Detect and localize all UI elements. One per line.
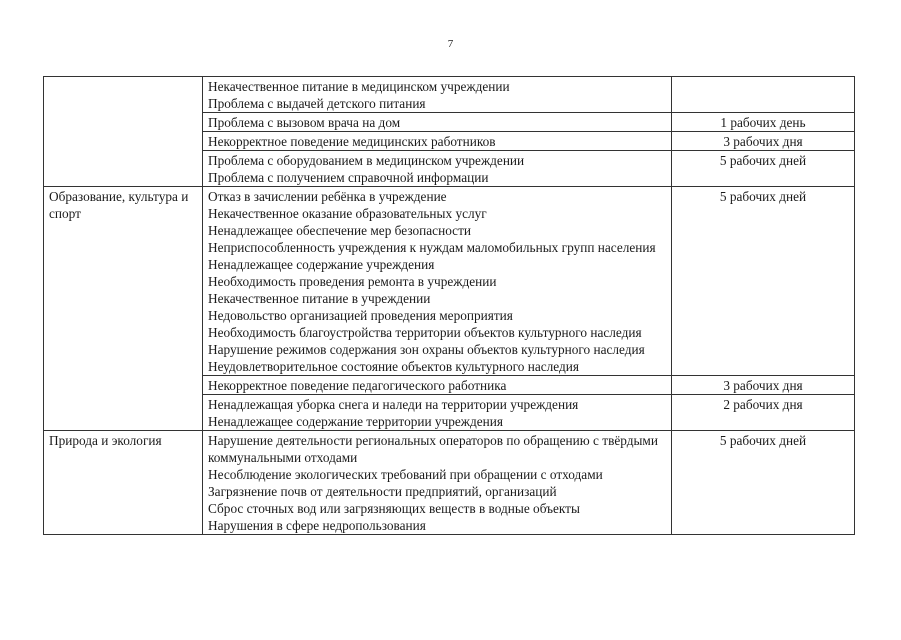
term-cell: 5 рабочих дней <box>672 187 855 376</box>
term-cell: 5 рабочих дней <box>672 151 855 187</box>
issue-item: Необходимость благоустройства территории объектов культурного наследия <box>208 325 642 340</box>
issue-item: Некорректное поведение медицинских работников <box>208 134 496 149</box>
term-cell: 1 рабочих день <box>672 113 855 132</box>
issues-cell <box>203 376 672 395</box>
issue-item: Ненадлежащая уборка снега и наледи на территории учреждения <box>208 397 579 412</box>
issue-item: Проблема с вызовом врача на дом <box>208 115 401 130</box>
issues-cell <box>203 151 672 187</box>
issue-item: Нарушение режимов содержания зон охраны объектов культурного наследия <box>208 342 645 357</box>
issues-cell <box>203 77 672 113</box>
issue-item: Некачественное оказание образовательных услуг <box>208 206 487 221</box>
issue-item: Ненадлежащее содержание территории учреждения <box>208 414 504 429</box>
page-number: 7 <box>447 38 454 50</box>
term-cell: 5 рабочих дней <box>672 431 855 535</box>
issue-item: Проблема с выдачей детского питания <box>208 96 426 111</box>
issues-cell <box>203 395 672 431</box>
issue-item: Проблема с получением справочной информации <box>208 170 489 185</box>
table-row <box>44 187 855 376</box>
issue-item: Ненадлежащее содержание учреждения <box>208 257 435 272</box>
issue-item: Неудовлетворительное состояние объектов культурного наследия <box>208 359 580 374</box>
issue-item: Некорректное поведение педагогического работника <box>208 378 507 393</box>
issue-item: Несоблюдение экологических требований при обращении с отходами <box>208 467 603 482</box>
issue-item: Загрязнение почв от деятельности предприятий, организаций <box>208 484 557 499</box>
category-cell: Образование, культура и спорт <box>44 187 203 431</box>
category-cell: Природа и экология <box>44 431 203 535</box>
term-cell: 3 рабочих дня <box>672 376 855 395</box>
issue-item: Нарушение деятельности региональных операторов по обращению с твёрдыми коммунальными отходами <box>208 433 658 465</box>
table-row <box>44 77 855 113</box>
term-cell: 3 рабочих дня <box>672 132 855 151</box>
issue-item: Ненадлежащее обеспечение мер безопасности <box>208 223 471 238</box>
issues-cell <box>203 113 672 132</box>
issue-item: Отказ в зачислении ребёнка в учреждение <box>208 189 447 204</box>
issue-item: Некачественное питание в учреждении <box>208 291 431 306</box>
table-row <box>44 431 855 535</box>
issue-item: Проблема с оборудованием в медицинском учреждении <box>208 153 525 168</box>
issue-item: Нарушения в сфере недропользования <box>208 518 426 533</box>
issue-item: Недовольство организацией проведения мероприятия <box>208 308 513 323</box>
issues-cell <box>203 187 672 376</box>
term-cell: 2 рабочих дня <box>672 395 855 431</box>
issues-table <box>43 76 855 535</box>
issues-cell <box>203 132 672 151</box>
issue-item: Сброс сточных вод или загрязняющих веществ в водные объекты <box>208 501 580 516</box>
category-cell <box>44 77 203 187</box>
issues-cell <box>203 431 672 535</box>
issue-item: Неприспособленность учреждения к нуждам маломобильных групп населения <box>208 240 656 255</box>
issue-item: Необходимость проведения ремонта в учреждении <box>208 274 497 289</box>
term-cell <box>672 77 855 113</box>
issue-item: Некачественное питание в медицинском учреждении <box>208 79 510 94</box>
